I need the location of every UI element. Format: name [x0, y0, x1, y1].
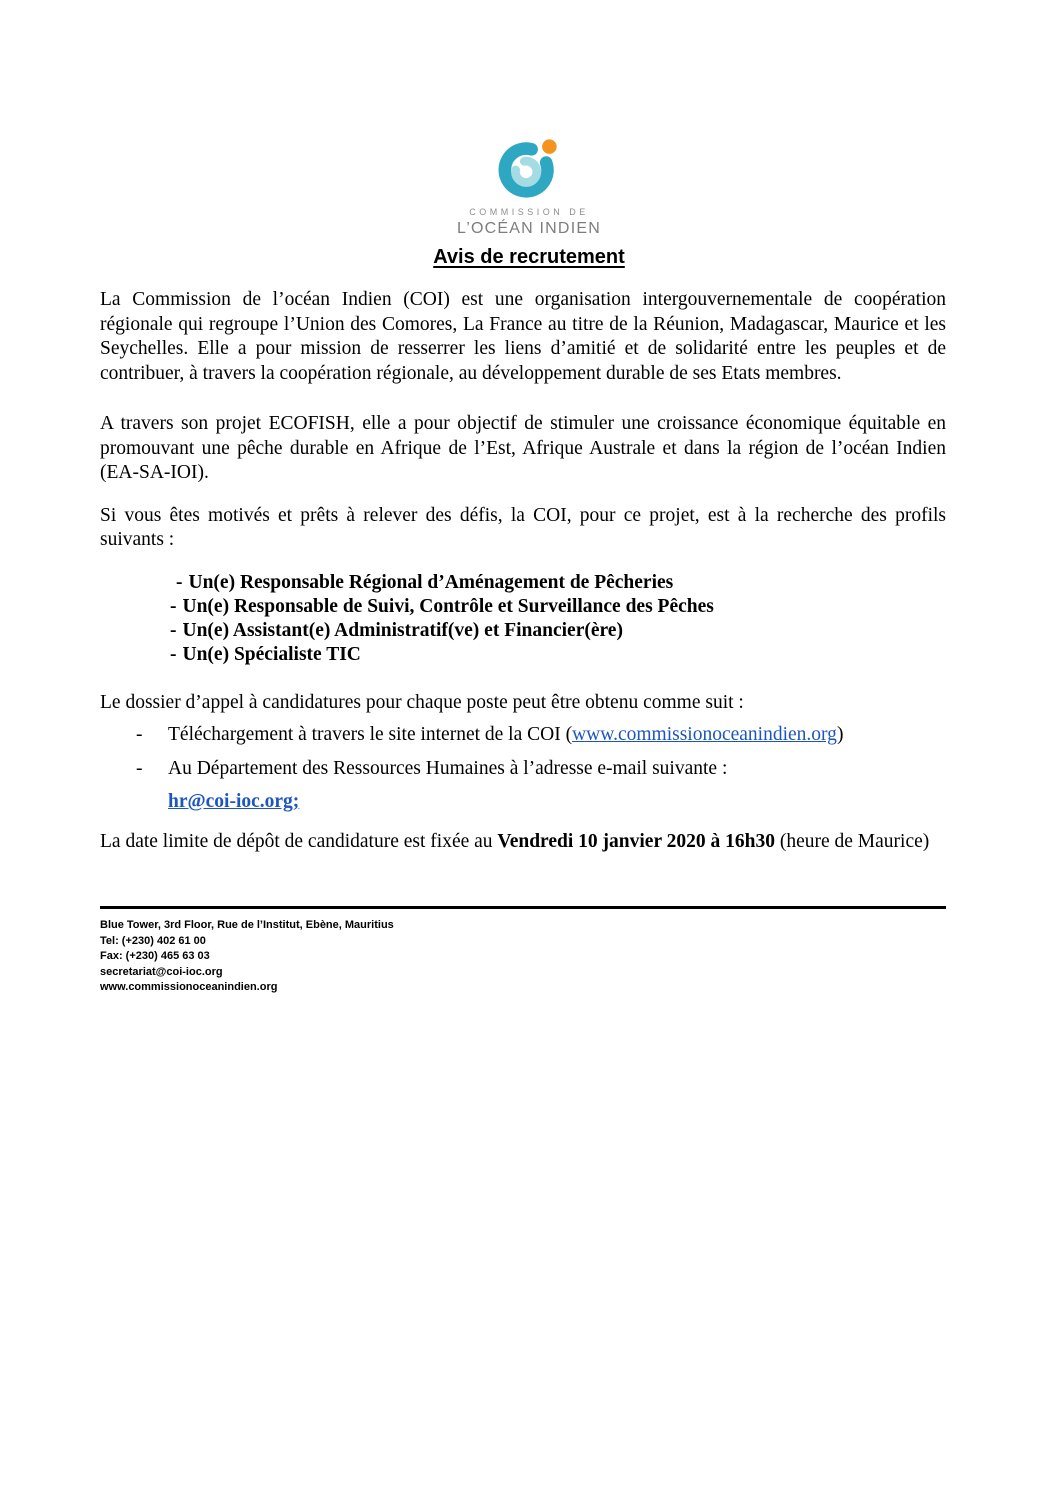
footer-fax: Fax: (+230) 465 63 03: [100, 950, 210, 962]
positions-list: [170, 571, 946, 667]
paragraph-coi-presentation: La Commission de l’océan Indien (COI) est une organisation intergouvernementale de coopération régionale qui regroupe l’Union des Comores, La France au titre de la Réunion, Madagascar, Maurice et les Seychelles. Elle a pour mission de resserrer les liens d’amitié et de solidarité entre les peuples et de contribuer, à travers la coopération régionale, au développement durable de ses Etats membres.: [100, 289, 946, 384]
dossier-hr-text: Au Département des Ressources Humaines à l’adresse e-mail suivante :: [168, 757, 728, 779]
deadline-paragraph: [100, 827, 946, 857]
hr-email-line: [100, 790, 946, 815]
list-dash: -: [170, 619, 177, 641]
position-item: [170, 595, 946, 619]
position-label: Un(e) Responsable de Suivi, Contrôle et Surveillance des Pêches: [182, 595, 714, 617]
dossier-intro: Le dossier d’appel à candidatures pour chaque poste peut être obtenu comme suit :: [100, 691, 744, 713]
dossier-list: [100, 723, 946, 781]
list-dash: -: [170, 595, 177, 617]
logo-inner-swirl: [515, 161, 536, 182]
dossier-item-download: [100, 723, 946, 748]
position-label: Un(e) Assistant(e) Administratif(ve) et Financier(ère): [182, 619, 623, 641]
position-label: Un(e) Spécialiste TIC: [182, 643, 361, 665]
dossier-item-hr: [100, 757, 946, 782]
footer-address: Blue Tower, 3rd Floor, Rue de l’Institut, Ebène, Mauritius: [100, 919, 394, 931]
deadline-prefix: La date limite de dépôt de candidature est fixée au: [100, 830, 498, 852]
logo-orange-dot: [542, 139, 557, 154]
document-body: [100, 288, 946, 857]
logo-text-line2: L’OCÉAN INDIEN: [457, 220, 601, 237]
position-label: Un(e) Responsable Régional d’Aménagement de Pêcheries: [188, 571, 674, 593]
coi-swirl-logo-icon: [492, 134, 566, 198]
footer-divider: [100, 906, 946, 909]
footer: [100, 918, 700, 996]
list-dash: -: [170, 643, 177, 665]
position-item: [170, 643, 946, 667]
position-item: [170, 571, 946, 595]
deadline-suffix: (heure de Maurice): [774, 830, 930, 852]
position-item: [170, 619, 946, 643]
paragraph-ecofish: A travers son projet ECOFISH, elle a pour objectif de stimuler une croissance économique équitable en promouvant une pêche durable en Afrique de l’Est, Afrique Australe et dans la région de l’océan Indien (EA-SA-IOI).: [100, 413, 946, 483]
logo-text-line1: COMMISSION DE: [469, 207, 589, 217]
footer-email: secretariat@coi-ioc.org: [100, 965, 223, 978]
footer-website: www.commissionoceanindien.org: [100, 981, 278, 993]
hr-email-link[interactable]: hr@coi-ioc.org;: [168, 791, 300, 812]
coi-logo: [457, 134, 601, 238]
list-dash: -: [136, 757, 143, 779]
dossier-download-suffix: ): [836, 724, 844, 745]
deadline-date: Vendredi 10 janvier 2020 à 16h30: [497, 830, 775, 852]
list-dash: -: [176, 571, 183, 593]
list-dash: -: [136, 724, 143, 745]
dossier-download-text: Téléchargement à travers le site internet de la COI (: [168, 724, 573, 745]
footer-tel: Tel: (+230) 402 61 00: [100, 934, 206, 947]
page-title: Avis de recrutement: [433, 246, 625, 268]
paragraph-profils: Si vous êtes motivés et prêts à relever des défis, la COI, pour ce projet, est à la recherche des profils suivants :: [100, 504, 946, 550]
coi-website-link[interactable]: www.commissionoceanindien.org: [572, 724, 837, 745]
